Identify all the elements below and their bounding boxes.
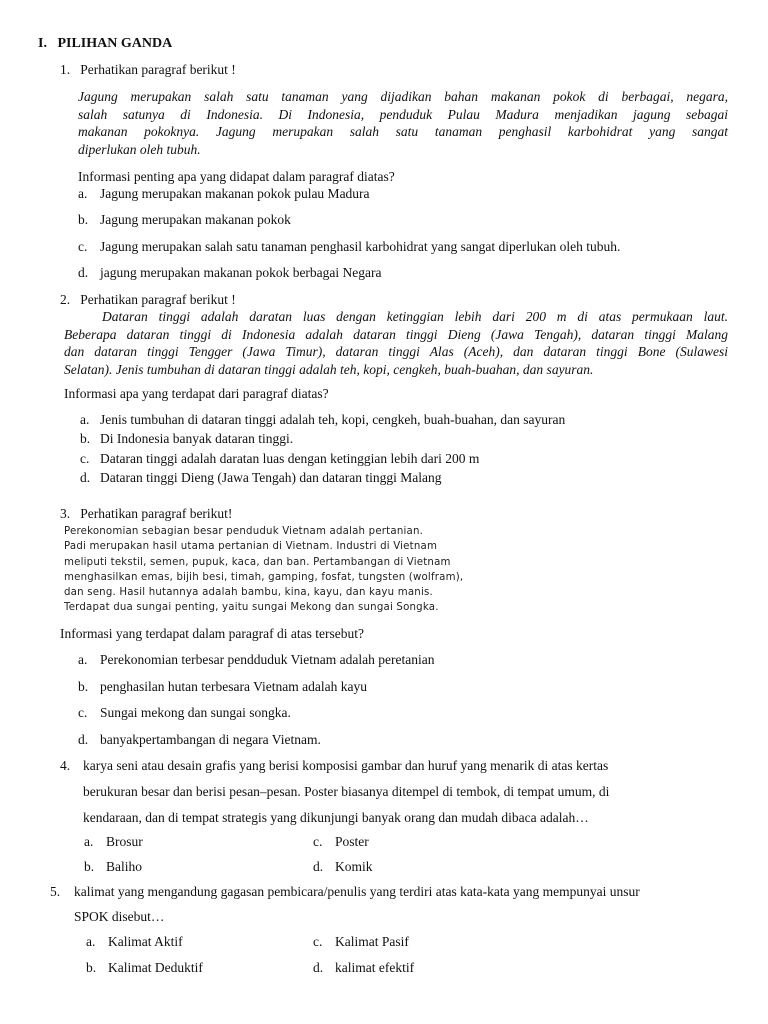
- option-letter: b.: [84, 859, 95, 874]
- q3-paragraph-image: [64, 524, 463, 616]
- q1-option-d[interactable]: [78, 265, 382, 281]
- q3-number: 3.: [60, 506, 71, 521]
- q5-option-c[interactable]: [313, 934, 409, 950]
- q2-option-d[interactable]: [80, 470, 441, 486]
- option-letter: b.: [78, 679, 89, 694]
- q5-line: kalimat yang mengandung gagasan pembicara/penulis yang terdiri atas kata-kata yang mempunyai unsur: [74, 884, 640, 899]
- option-text: Perekonomian terbesar pendduduk Vietnam adalah peretanian: [100, 652, 435, 667]
- option-letter: a.: [78, 186, 88, 201]
- q2-option-a[interactable]: [80, 412, 565, 428]
- option-text: Jenis tumbuhan di dataran tinggi adalah teh, kopi, cengkeh, buah-buahan, dan sayuran: [100, 412, 566, 427]
- option-letter: a.: [86, 934, 96, 949]
- q2-paragraph-line: Selatan). Jenis tumbuhan di dataran tinggi adalah teh, kopi, cengkeh, buah-buahan, dan sayuran.: [64, 361, 594, 377]
- option-letter: a.: [78, 652, 88, 667]
- q3-prompt: [60, 506, 232, 522]
- q3-option-c[interactable]: [78, 705, 291, 721]
- option-text: Kalimat Aktif: [108, 934, 183, 949]
- section-title: PILIHAN GANDA: [57, 36, 173, 51]
- q2-prompt: [60, 292, 236, 308]
- option-text: Komik: [335, 859, 373, 874]
- option-letter: c.: [80, 451, 90, 466]
- q1-paragraph-line: Jagung merupakan salah satu tanaman yang dijadikan bahan makanan pokok di berbagai, negara,: [78, 89, 728, 104]
- q3-paragraph-line: Padi merupakan hasil utama pertanian di Vietnam. Industri di Vietnam: [64, 541, 438, 553]
- option-text: Di Indonesia banyak dataran tinggi.: [100, 431, 294, 446]
- q4-option-b[interactable]: [84, 859, 142, 875]
- q3-prompt-text: Perhatikan paragraf berikut!: [80, 506, 233, 521]
- option-text: Jagung merupakan makanan pokok: [100, 212, 291, 227]
- q2-paragraph-line: dan dataran tinggi Tengger (Jawa Timur), dataran tinggi Alas (Aceh), dan dataran tinggi Bone (Sulawesi: [64, 344, 728, 359]
- option-letter: a.: [84, 834, 94, 849]
- q4-line: karya seni atau desain grafis yang berisi komposisi gambar dan huruf yang menarik di atas kertas: [83, 758, 609, 773]
- q1-paragraph-line: salah satunya di Indonesia. Di Indonesia, penduduk Pulau Madura menjadikan jagung sebagai: [78, 106, 728, 122]
- q2-option-c[interactable]: [80, 451, 479, 467]
- option-text: Poster: [335, 834, 369, 849]
- q4-number: 4.: [60, 758, 71, 773]
- option-letter: d.: [313, 859, 324, 874]
- option-letter: d.: [80, 470, 91, 485]
- q3-paragraph-line: menghasilkan emas, bijih besi, timah, gamping, fosfat, tungsten (wolfram),: [64, 571, 464, 583]
- option-text: kalimat efektif: [335, 960, 415, 975]
- option-text: Dataran tinggi adalah daratan luas dengan ketinggian lebih dari 200 m: [100, 451, 480, 466]
- option-letter: a.: [80, 412, 90, 427]
- q4-option-d[interactable]: [313, 859, 373, 875]
- q1-prompt: [60, 62, 236, 78]
- q2-paragraph-line: Beberapa dataran tinggi di Indonesia adalah dataran tinggi Dieng (Jawa Tengah), dataran tinggi Malang: [64, 326, 728, 342]
- q1-option-c[interactable]: [78, 239, 620, 255]
- q2-question: Informasi apa yang terdapat dari paragraf diatas?: [64, 386, 329, 401]
- q5-option-d[interactable]: [313, 960, 414, 976]
- q1-option-b[interactable]: [78, 212, 291, 228]
- option-text: penghasilan hutan terbesara Vietnam adalah kayu: [100, 679, 367, 694]
- q4-option-c[interactable]: [313, 834, 369, 850]
- option-text: Baliho: [106, 859, 142, 874]
- q3-paragraph-line: Terdapat dua sungai penting, yaitu sungai Mekong dan sungai Songka.: [64, 602, 439, 614]
- q3-paragraph-line: meliputi tekstil, semen, pupuk, kaca, dan ban. Pertambangan di Vietnam: [64, 556, 451, 568]
- option-text: Jagung merupakan makanan pokok pulau Madura: [100, 186, 370, 201]
- option-letter: c.: [78, 705, 88, 720]
- option-text: Kalimat Deduktif: [108, 960, 203, 975]
- option-letter: d.: [78, 732, 89, 747]
- option-letter: b.: [86, 960, 97, 975]
- option-letter: c.: [313, 934, 323, 949]
- q1-paragraph: [78, 88, 728, 158]
- q3-paragraph-line: Perekonomian sebagian besar penduduk Vietnam adalah pertanian.: [64, 526, 424, 537]
- q3-paragraph-line: dan seng. Hasil hutannya adalah bambu, kina, kayu, dan kayu manis.: [64, 587, 433, 599]
- section-number: I.: [38, 36, 47, 51]
- option-text: Brosur: [106, 834, 143, 849]
- q1-option-a[interactable]: [78, 186, 370, 202]
- q4-line: berukuran besar dan berisi pesan–pesan. Poster biasanya ditempel di tembok, di tempat umum, di: [83, 784, 610, 799]
- q1-question: Informasi penting apa yang didapat dalam paragraf diatas?: [78, 169, 395, 184]
- q1-paragraph-line: diperlukan oleh tubuh.: [78, 141, 201, 157]
- option-letter: b.: [78, 212, 89, 227]
- section-heading: [38, 36, 172, 52]
- q2-option-b[interactable]: [80, 431, 293, 447]
- q3-option-d[interactable]: [78, 732, 321, 748]
- q3-question: Informasi yang terdapat dalam paragraf di atas tersebut?: [60, 626, 364, 641]
- q2-number: 2.: [60, 292, 71, 307]
- option-text: banyakpertambangan di negara Vietnam.: [100, 732, 321, 747]
- q4-option-a[interactable]: [84, 834, 143, 850]
- option-letter: d.: [313, 960, 324, 975]
- option-text: Jagung merupakan salah satu tanaman penghasil karbohidrat yang sangat diperlukan oleh tubuh.: [100, 239, 621, 254]
- option-text: jagung merupakan makanan pokok berbagai Negara: [100, 265, 382, 280]
- q4-line: kendaraan, dan di tempat strategis yang dikunjungi banyak orang dan mudah dibaca adalah…: [83, 810, 589, 825]
- q3-option-b[interactable]: [78, 679, 367, 695]
- option-letter: c.: [313, 834, 323, 849]
- q3-option-a[interactable]: [78, 652, 434, 668]
- q1-number: 1.: [60, 62, 71, 77]
- q5-option-b[interactable]: [86, 960, 203, 976]
- q5-line: SPOK disebut…: [74, 909, 165, 924]
- q2-prompt-text: Perhatikan paragraf berikut !: [80, 292, 236, 307]
- q2-paragraph: [64, 308, 728, 378]
- option-letter: c.: [78, 239, 88, 254]
- q1-prompt-text: Perhatikan paragraf berikut !: [80, 62, 236, 77]
- q1-paragraph-line: makanan pokoknya. Jagung merupakan salah satu tanaman penghasil karbohidrat yang sangat: [78, 124, 728, 139]
- option-text: Sungai mekong dan sungai songka.: [100, 705, 291, 720]
- option-letter: d.: [78, 265, 89, 280]
- q5-number: 5.: [50, 884, 61, 899]
- option-text: Kalimat Pasif: [335, 934, 409, 949]
- option-text: Dataran tinggi Dieng (Jawa Tengah) dan dataran tinggi Malang: [100, 470, 442, 485]
- q5-option-a[interactable]: [86, 934, 183, 950]
- q2-paragraph-line: Dataran tinggi adalah daratan luas dengan ketinggian lebih dari 200 m di atas permukaan laut.: [102, 309, 728, 324]
- option-letter: b.: [80, 431, 91, 446]
